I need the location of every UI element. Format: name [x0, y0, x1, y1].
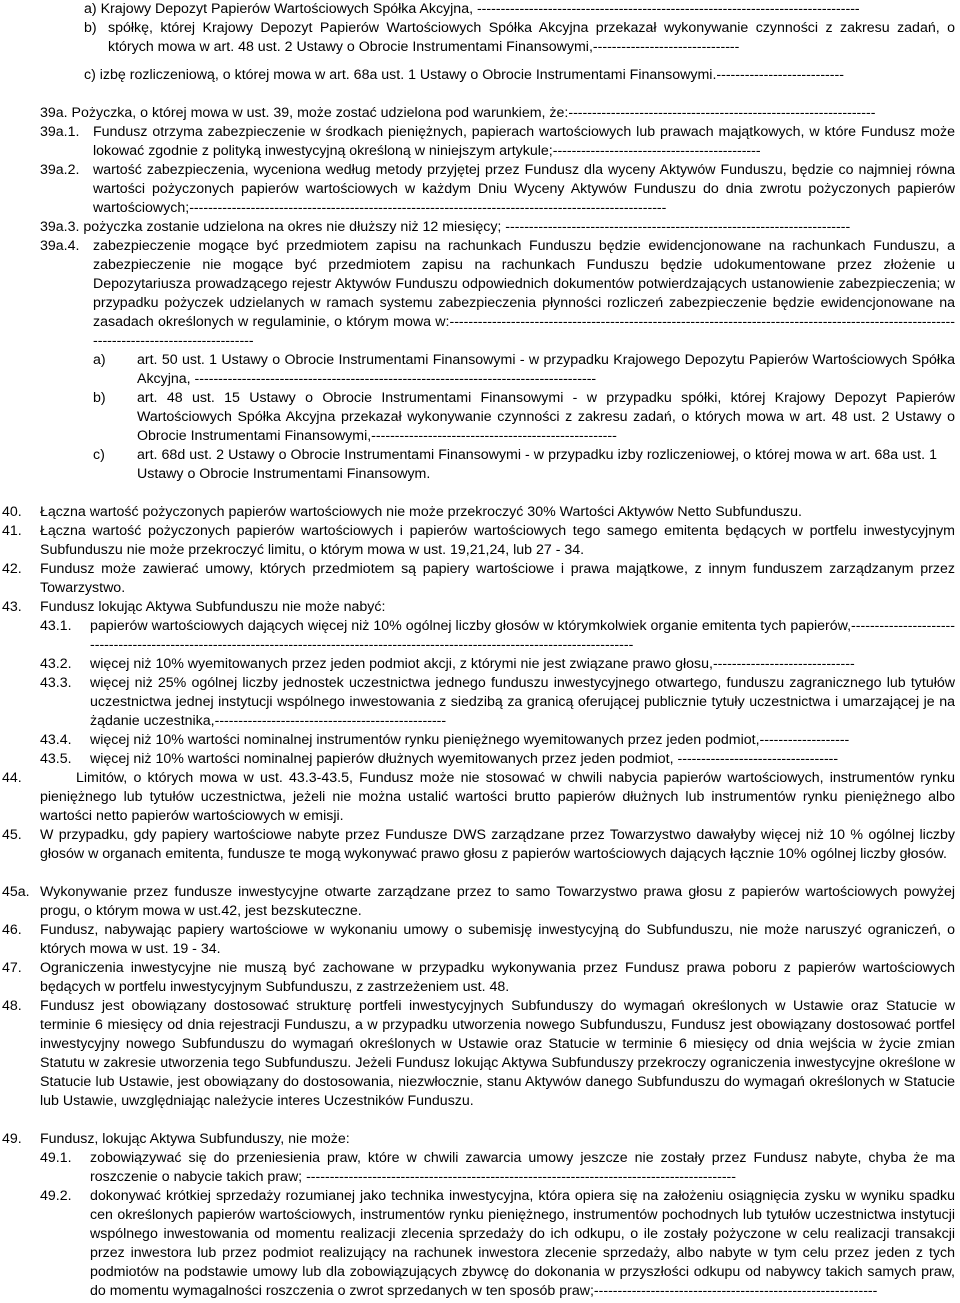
paragraph-45a — [2, 883, 955, 921]
item-text: więcej niż 25% ogólnej liczby jednostek uczestnictwa jednego funduszu inwestycyjnego otwartego, funduszu zagranicznego lub tytułów uczestnictwa jednej instytucji wspólnego inwestowania z siedzibą za granicą oferującej publicznie tytuły uczestnictwa i umarzającej je na żądanie uczestnika,------------------------------------------------- — [90, 675, 955, 729]
item-text: papierów wartościowych dających więcej niż 10% ogólnej liczby głosów w którymkolwiek organie emitenta tych papierów,----------------------------------------------------------------------------------------------------------------------------------------- — [90, 618, 955, 653]
paragraph-39a-4 — [40, 237, 955, 351]
paragraph-42 — [2, 560, 955, 598]
item-number: 45a. — [2, 884, 30, 900]
item-text: Limitów, o których mowa w ust. 43.3-43.5, Fundusz może nie stosować w chwili nabycia papierów wartościowych, instrumentów rynku pieniężnego lub tytułów uczestnictwa, jeżeli nie można ustalić wartości brutto papierów dłużnych lub instrumentów rynku pieniężnego albo wartości netto papierów wartościowych w emisji. — [40, 770, 955, 824]
item-text: W przypadku, gdy papiery wartościowe nabyte przez Fundusze DWS zarządzane przez Towarzystwo dawałyby więcej niż 10 % ogólnej liczby głosów w organach emitenta, fundusze te mogą wykonywać prawo głosu z papierów wartościowych dających łącznie 10% ogólnej liczby głosów. — [40, 827, 955, 862]
item-text: pożyczka zostanie udzielona na okres nie dłuższy niż 12 miesięcy; ------------------------------------------------------------------------- — [83, 219, 851, 235]
item-number: 39a.3. — [40, 219, 80, 235]
item-number: 42. — [2, 561, 22, 577]
item-label: b) — [84, 20, 97, 36]
paragraph-39a-2 — [40, 161, 955, 218]
item-text: Krajowy Depozyt Papierów Wartościowych Spółka Akcyjna, --------------------------------------------------------------------------------- — [100, 1, 860, 17]
sub-item-c — [93, 446, 955, 484]
paragraph-43-3 — [40, 674, 955, 731]
item-number: 43. — [2, 599, 22, 615]
item-number: 49.1. — [40, 1150, 72, 1166]
paragraph-39a-1 — [40, 123, 955, 161]
paragraph-45 — [2, 826, 955, 864]
paragraph-43-4 — [40, 731, 955, 750]
item-number: 39a.2. — [40, 162, 80, 178]
paragraph-44 — [2, 769, 955, 826]
item-number: 47. — [2, 960, 22, 976]
paragraph-46 — [2, 921, 955, 959]
item-text: Łączna wartość pożyczonych papierów wartościowych nie może przekroczyć 30% Wartości Aktywów Netto Subfunduszu. — [40, 504, 802, 520]
item-text: więcej niż 10% wartości nominalnej papierów dłużnych wyemitowanych przez jeden podmiot, ---------------------------------- — [90, 751, 839, 767]
item-number: 45. — [2, 827, 22, 843]
paragraph-43 — [2, 598, 955, 617]
item-text: więcej niż 10% wyemitowanych przez jeden podmiot akcji, z którymi nie jest związane prawo głosu,------------------------------ — [90, 656, 855, 672]
item-text: Fundusz otrzyma zabezpieczenie w środkach pieniężnych, papierach wartościowych lub prawach majątkowych, w które Fundusz może lokować zgodnie z polityką inwestycyjną określoną w niniejszym artykule;-------------------------------------------- — [93, 124, 955, 159]
item-text: art. 48 ust. 15 Ustawy o Obrocie Instrumentami Finansowymi - w przypadku spółki, której Krajowy Depozyt Papierów Wartościowych Spółka Akcyjna przekazał wykonywanie czynności z zakresu zadań, o których mowa w art. 48 ust. 2 Ustawy o Obrocie Instrumentami Finansowymi,---------------------------------------------------- — [137, 390, 955, 444]
paragraph-49-2 — [40, 1187, 955, 1301]
item-text: Wykonywanie przez fundusze inwestycyjne otwarte zarządzane przez to samo Towarzystwo prawa głosu z papierów wartościowych powyżej progu, o którym mowa w ust.42, jest bezskuteczne. — [40, 884, 955, 919]
item-text: art. 68d ust. 2 Ustawy o Obrocie Instrumentami Finansowymi - w przypadku izby rozliczeniowej, o której mowa w art. 68a ust. 1 Ustawy o Obrocie Instrumentami Finansowym. — [137, 447, 937, 482]
item-number: 43.2. — [40, 656, 72, 672]
item-label: c) — [84, 67, 96, 83]
item-text: więcej niż 10% wartości nominalnej instrumentów rynku pieniężnego wyemitowanych przez jeden podmiot,------------------- — [90, 732, 850, 748]
paragraph-49-1 — [40, 1149, 955, 1187]
item-label: c) — [93, 447, 105, 463]
item-text: zobowiązywać się do przeniesienia praw, które w chwili zawarcia umowy jeszcze nie zostały przez Fundusz nabyte, chyba że ma roszczenie o nabycie takich praw; ------------------------------------------------------------------------------------------- — [90, 1150, 955, 1185]
paragraph-49 — [2, 1130, 955, 1149]
item-number: 48. — [2, 998, 22, 1014]
item-number: 43.5. — [40, 751, 72, 767]
paragraph-39a-intro: 39a. Pożyczka, o której mowa w ust. 39, może zostać udzielona pod warunkiem, że:----------------------------------------------------------------- — [40, 105, 876, 121]
item-text: Ograniczenia inwestycyjne nie muszą być zachowane w przypadku wykonywania przez Fundusz prawa poboru z papierów wartościowych będących w portfelu inwestycyjnym Subfunduszu, z zastrzeżeniem ust. 48. — [40, 960, 955, 995]
paragraph-43-2 — [40, 655, 955, 674]
item-number: 39a.4. — [40, 238, 80, 254]
item-text: art. 50 ust. 1 Ustawy o Obrocie Instrumentami Finansowymi - w przypadku Krajowego Depozytu Papierów Wartościowych Spółka Akcyjna, ------------------------------------------------------------------------------------- — [137, 352, 955, 387]
item-text: Fundusz lokując Aktywa Subfunduszu nie może nabyć: — [40, 599, 386, 615]
paragraph-40 — [2, 503, 955, 522]
item-text: Fundusz, nabywając papiery wartościowe w wykonaniu umowy o subemisję inwestycyjną do Subfunduszu, nie może naruszyć ograniczeń, o których mowa w ust. 19 - 34. — [40, 922, 955, 957]
sub-item-b — [93, 389, 955, 446]
item-number: 44. — [2, 770, 22, 786]
item-number: 39a.1. — [40, 124, 80, 140]
item-number: 49. — [2, 1131, 22, 1147]
paragraph-43-1 — [40, 617, 955, 655]
item-label: a) — [84, 1, 97, 17]
paragraph-41 — [2, 522, 955, 560]
item-number: 41. — [2, 523, 22, 539]
paragraph-39a-3 — [40, 218, 955, 237]
item-text: Fundusz, lokując Aktywa Subfunduszy, nie może: — [40, 1131, 350, 1147]
paragraph-48 — [2, 997, 955, 1111]
item-text: spółkę, której Krajowy Depozyt Papierów Wartościowych Spółka Akcyjna przekazał wykonywanie czynności z zakresu zadań, o których mowa w art. 48 ust. 2 Ustawy o Obrocie Instrumentami Finansowymi,------------------------------- — [108, 20, 955, 55]
paragraph-43-5 — [40, 750, 955, 769]
item-text: dokonywać krótkiej sprzedaży rozumianej jako technika inwestycyjna, która opiera się na założeniu osiągnięcia zysku w wyniku spadku cen określonych papierów wartościowych, instrumentów rynku pieniężnego, instrumentów pochodnych lub tytułów uczestnictwa instytucji wspólnego inwestowania od momentu realizacji zlecenia sprzedaży do ich odkupu, o ile zostały pożyczone w celu realizacji transakcji przez inwestora lub przez podmiot realizujący na rachunek inwestora zlecenie sprzedaży, albo nabyte w tym celu przez jeden z tych podmiotów na podstawie umowy lub dla zobowiązujących zbywcę do dokonania w przyszłości odkupu od nabywcy takich samych praw, do momentu wymagalności roszczenia o zwrot sprzedanych w ten sposób praw;------------------------------------------------------------ — [90, 1188, 955, 1299]
item-text: Fundusz może zawierać umowy, których przedmiotem są papiery wartościowe i prawa majątkowe, z innym funduszem zarządzanym przez Towarzystwo. — [40, 561, 955, 596]
item-number: 40. — [2, 504, 22, 520]
item-text: Łączna wartość pożyczonych papierów wartościowych i papierów wartościowych tego samego emitenta będących w portfelu inwestycyjnym Subfunduszu nie może przekroczyć limitu, o którym mowa w ust. 19,21,24, lub 27 - 34. — [40, 523, 955, 558]
item-text: wartość zabezpieczenia, wyceniona według metody przyjętej przez Fundusz dla wyceny Aktywów Funduszu, będzie co najmniej równa wartości pożyczonych papierów wartościowych w każdym Dniu Wyceny Aktywów Funduszu do dnia zwrotu pożyczonych papierów wartościowych;----------------------------------------------------------------------------------------------------- — [93, 162, 955, 216]
item-number: 43.4. — [40, 732, 72, 748]
item-label: a) — [93, 352, 106, 368]
item-number: 46. — [2, 922, 22, 938]
list-item — [84, 0, 955, 19]
list-item — [84, 19, 955, 57]
paragraph-47 — [2, 959, 955, 997]
item-text: zabezpieczenie mogące być przedmiotem zapisu na rachunkach Funduszu będzie ewidencjonowane na rachunkach Funduszu, a zabezpieczenie nie mogące być przedmiotem zapisu na rachunkach Funduszu będzie udokumentowane przez złożenie u Depozytariusza prowadzącego rejestr Aktywów Funduszu odpowiednich dokumentów potwierdzających ustanowienie zabezpieczenia; w przypadku pożyczek udzielanych w ramach systemu zabezpieczenia płynności rozliczeń zabezpieczenie będzie ewidencjonowane na zasadach określonych w regulaminie, o którym mowa w:--------------------------------------------------------------------------------------------------------------------------------------------- — [93, 238, 955, 349]
item-number: 43.1. — [40, 618, 72, 634]
item-label: b) — [93, 390, 106, 406]
sub-item-a — [93, 351, 955, 389]
list-item — [84, 66, 955, 85]
item-number: 43.3. — [40, 675, 72, 691]
item-number: 49.2. — [40, 1188, 72, 1204]
item-text: Fundusz jest obowiązany dostosować strukturę portfeli inwestycyjnych Subfunduszy do wymagań określonych w Ustawie oraz Statucie w terminie 6 miesięcy od dnia rejestracji Funduszu, a w przypadku utworzenia nowego Subfunduszu, Fundusz jest obowiązany dostosować portfel inwestycyjny nowego Subfunduszu do wymagań określonych w Ustawie oraz Statucie w terminie 6 miesięcy od dnia wejścia w życie zmian Statutu w zakresie utworzenia tego Subfunduszu. Jeżeli Fundusz lokując Aktywa Subfunduszy przekroczy ograniczenia inwestycyjne określone w Statucie lub Ustawie, jest obowiązany do dostosowania, niezwłocznie, stanu Aktywów danego Subfunduszu do wymagań określonych w Statucie lub Ustawie, uwzględniając należycie interes Uczestników Funduszu. — [40, 998, 955, 1109]
item-text: izbę rozliczeniową, o której mowa w art. 68a ust. 1 Ustawy o Obrocie Instrumentami Finansowymi.--------------------------- — [99, 67, 844, 83]
